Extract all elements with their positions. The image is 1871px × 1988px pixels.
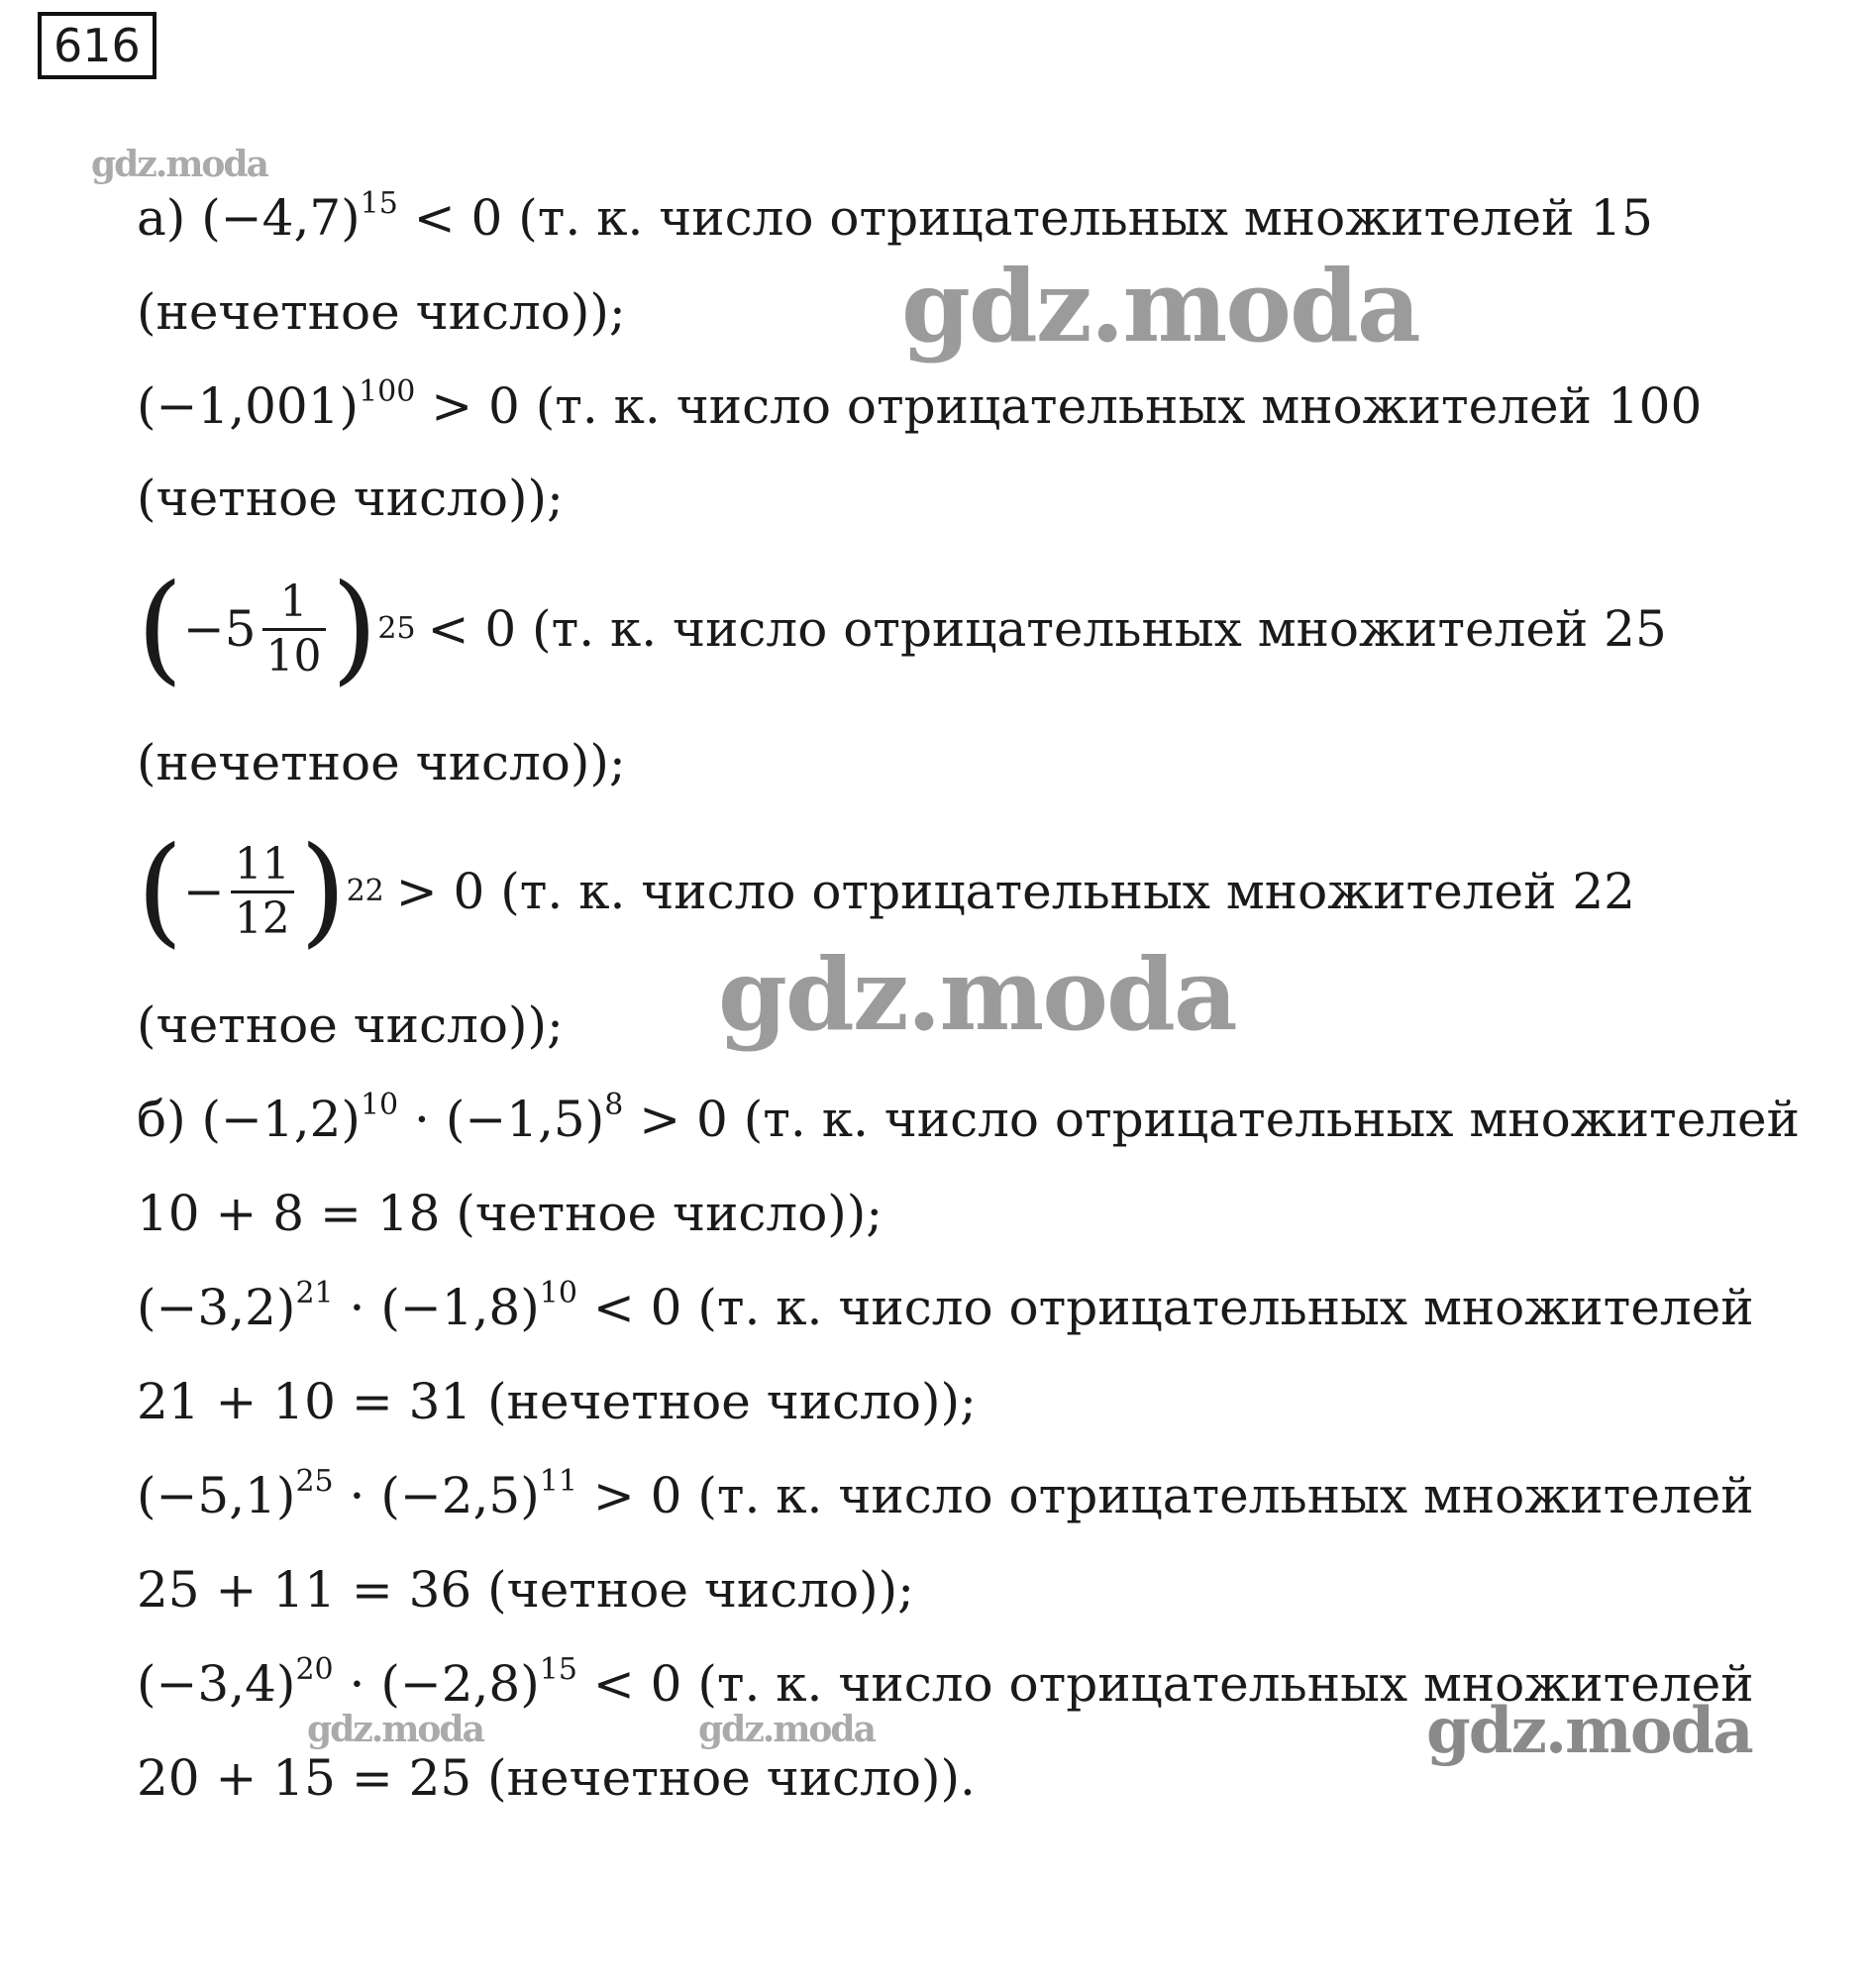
multiply-dot: ·: [398, 1091, 446, 1148]
part-b-line-4: 21 + 10 = 31 (нечетное число));: [137, 1373, 977, 1430]
explanation-text: > 0 (т. к. число отрицательных множителей: [623, 1091, 1800, 1148]
part-b-line-3: [137, 1276, 1754, 1336]
multiply-dot: ·: [333, 1467, 381, 1524]
expr-exponent: 15: [360, 186, 398, 221]
watermark: gdz.moda: [1426, 1694, 1752, 1768]
explanation-text: > 0 (т. к. число отрицательных множителей 100: [415, 377, 1703, 435]
close-paren: ): [331, 560, 378, 697]
expr-base: (−1,2): [201, 1091, 361, 1148]
expr-exponent: 10: [539, 1276, 577, 1310]
part-b-line-5: [137, 1464, 1754, 1524]
part-b-line-2: 10 + 8 = 18 (четное число));: [137, 1185, 884, 1242]
expr-exponent: 8: [604, 1088, 624, 1122]
part-a-line-1: [137, 186, 1653, 247]
expr-exponent: 10: [360, 1088, 399, 1122]
part-a-line-7: ( − $\frac{11}{12}$ ) 22 > 0 (т. к. число отрицательных множителей 22: [137, 822, 1635, 960]
fraction-numerator: 1: [262, 580, 326, 631]
fraction: [231, 838, 294, 944]
explanation-text: < 0 (т. к. число отрицательных множителей: [576, 1279, 1754, 1336]
fraction-denominator: 10: [265, 630, 322, 681]
expr-base: (−2,8): [380, 1655, 540, 1713]
explanation-text: > 0 (т. к. число отрицательных множителей 22: [395, 863, 1635, 920]
expr-exponent: 100: [359, 374, 416, 409]
mixed-whole: −5: [182, 600, 257, 658]
watermark: gdz.moda: [307, 1709, 483, 1750]
part-b-label: б): [137, 1091, 186, 1148]
expr-exponent: 11: [539, 1464, 577, 1499]
watermark: gdz.moda: [698, 1709, 875, 1750]
multiply-dot: ·: [333, 1655, 381, 1713]
expr-base: (−1,001): [137, 377, 360, 435]
expr-base: (−1,5): [445, 1091, 605, 1148]
watermark: gdz.moda: [901, 248, 1419, 365]
expr-exponent: 25: [295, 1464, 334, 1499]
expr-exponent: 21: [295, 1276, 334, 1310]
multiply-dot: ·: [333, 1279, 381, 1336]
expr-base: (−3,4): [137, 1655, 296, 1713]
part-a-line-4: (четное число));: [137, 470, 564, 527]
part-b-line-8: 20 + 15 = 25 (нечетное число)).: [137, 1749, 976, 1807]
fraction: [262, 575, 326, 681]
explanation-text: > 0 (т. к. число отрицательных множителей: [576, 1467, 1754, 1524]
part-a-label: а): [137, 189, 186, 247]
part-a-line-8: (четное число));: [137, 996, 564, 1054]
explanation-text: < 0 (т. к. число отрицательных множителей: [576, 1655, 1754, 1713]
open-paren: (: [137, 822, 183, 960]
expr-base: (−4,7): [201, 189, 361, 247]
explanation-text: < 0 (т. к. число отрицательных множителей 15: [397, 189, 1653, 247]
part-a-line-3: [137, 374, 1703, 435]
close-paren: ): [299, 822, 347, 960]
expr-exponent: 20: [295, 1652, 334, 1687]
part-b-line-1: [137, 1088, 1800, 1148]
watermark: gdz.moda: [718, 936, 1236, 1053]
expr-exponent: 15: [539, 1652, 577, 1687]
open-paren: (: [137, 560, 183, 697]
expr-base: (−3,2): [137, 1279, 296, 1336]
watermark: gdz.moda: [91, 144, 267, 185]
part-a-line-5: ( −5 $\frac{1}{10}$ ) 25 < 0 (т. к. число отрицательных множителей 25: [137, 560, 1667, 697]
expr-base: (−5,1): [137, 1467, 296, 1524]
problem-number: 616: [38, 12, 156, 79]
explanation-text: < 0 (т. к. число отрицательных множителей 25: [427, 600, 1667, 658]
expr-base: (−1,8): [380, 1279, 540, 1336]
fraction-numerator: 11: [231, 843, 294, 893]
part-a-line-6: (нечетное число));: [137, 734, 626, 791]
part-a-line-2: (нечетное число));: [137, 283, 626, 341]
fraction-denominator: 12: [234, 892, 290, 944]
fraction-sign: −: [182, 863, 225, 920]
expr-base: (−2,5): [380, 1467, 540, 1524]
part-b-line-6: 25 + 11 = 36 (четное число));: [137, 1561, 914, 1619]
